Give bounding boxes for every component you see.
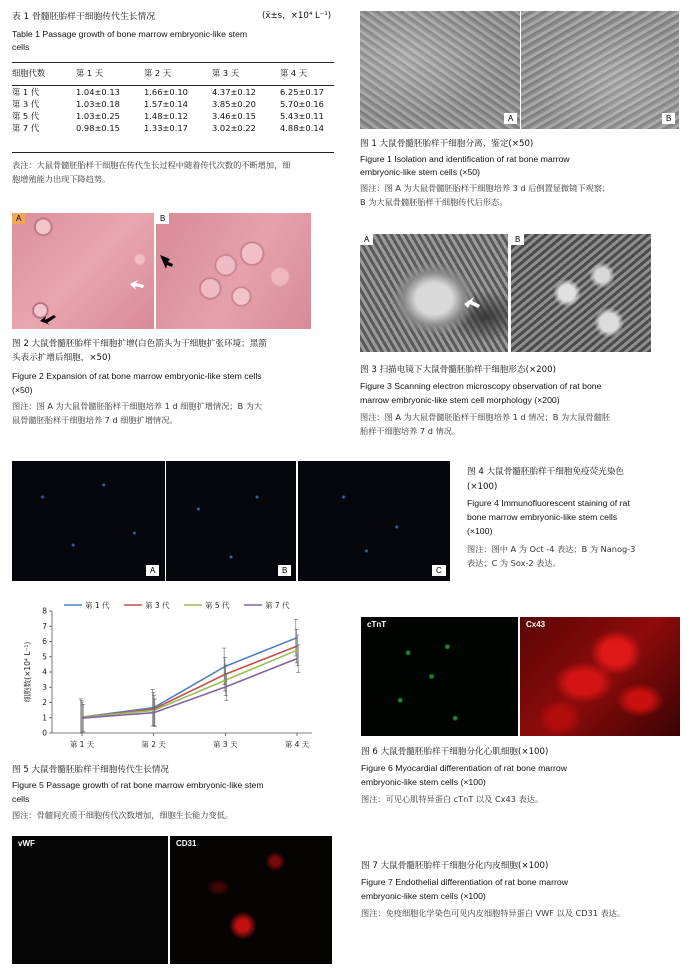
table-cell: 5.70±0.16 bbox=[280, 99, 324, 109]
fig5-caption-en-2: cells bbox=[12, 794, 30, 804]
y-tick-label: 7 bbox=[42, 621, 47, 631]
y-tick-label: 2 bbox=[42, 698, 47, 707]
table-cell: 1.04±0.13 bbox=[76, 87, 120, 97]
black-arrow-icon bbox=[40, 315, 56, 325]
x-tick-label: 第 2 天 bbox=[141, 740, 166, 749]
fig4-label-a: A bbox=[146, 565, 159, 576]
fig4-caption-cn-2: (×100) bbox=[467, 482, 498, 492]
fig7-caption-cn: 图 7 大鼠骨髓胚胎样干细胞分化内皮细胞(×100) bbox=[361, 861, 549, 871]
table-cell: 4.88±0.14 bbox=[280, 123, 324, 133]
y-tick-label: 0 bbox=[42, 728, 47, 738]
fig2-label-a: A bbox=[12, 213, 25, 224]
fig2-b-arrows bbox=[156, 213, 311, 329]
series-line bbox=[82, 650, 297, 717]
fig3-panel-b-sem bbox=[511, 234, 651, 352]
table-bottom-rule bbox=[12, 152, 334, 153]
table-cell: 1.66±0.10 bbox=[144, 87, 188, 97]
table1-note: 表注：大鼠骨髓胚胎样干细胞在传代生长过程中随着传代次数的不断增加，细 bbox=[12, 160, 291, 170]
fig3-note-2: 胎样干细胞培养 7 d 情况。 bbox=[360, 426, 461, 436]
table-cell: 0.98±0.15 bbox=[76, 123, 120, 133]
fig3-caption-cn: 图 3 扫描电镜下大鼠骨髓胚胎样干细胞形态(×200) bbox=[360, 365, 556, 375]
fig6-note: 图注：可见心肌特异蛋白 cTnT 以及 Cx43 表达。 bbox=[361, 794, 544, 804]
y-tick-label: 1 bbox=[42, 713, 47, 723]
table-header-row bbox=[12, 67, 334, 79]
y-tick-label: 6 bbox=[42, 637, 47, 646]
fig1-caption-en-2: embryonic-like stem cells (×50) bbox=[360, 167, 480, 177]
x-tick-label: 第 4 天 bbox=[284, 740, 310, 749]
fig7-note: 图注：免疫细胞化学染色可见内皮细胞特异蛋白 VWF 以及 CD31 表达。 bbox=[361, 908, 626, 918]
fig4-label-b: B bbox=[278, 565, 291, 576]
table-cell: 3.46±0.15 bbox=[212, 111, 256, 121]
fig6-label-cx43: Cx43 bbox=[526, 620, 546, 629]
fig7-caption-en-2: embryonic-like stem cells (×100) bbox=[361, 891, 486, 901]
fig6-caption-en: Figure 6 Myocardial differentiation of rat bone marrow bbox=[361, 763, 568, 773]
table-header-cell: 第 4 天 bbox=[280, 68, 308, 78]
fig2-caption-cn-2: 头表示扩增后细胞，×50) bbox=[12, 353, 111, 363]
fig3-label-b: B bbox=[511, 234, 524, 245]
y-tick-label: 5 bbox=[42, 652, 47, 662]
fig5-line-chart bbox=[12, 597, 334, 760]
fig3-note: 图注：图 A 为大鼠骨髓胚胎样干细胞培养 1 d 情况；B 为大鼠骨髓胚 bbox=[360, 412, 611, 422]
table-cell: 第 7 代 bbox=[12, 123, 40, 133]
table-cell: 1.57±0.14 bbox=[144, 99, 188, 109]
fig6-label-ctnt: cTnT bbox=[367, 620, 387, 629]
table-header-cell: 第 2 天 bbox=[144, 68, 172, 78]
fig4-caption-en: Figure 4 Immunofluorescent staining of rat bbox=[467, 498, 630, 508]
fig7-panel-cd31 bbox=[170, 836, 332, 964]
legend-label: 第 3 代 bbox=[145, 600, 170, 610]
fig2-label-b: B bbox=[156, 213, 169, 224]
fig5-caption-cn: 图 5 大鼠骨髓胚胎样干细胞传代生长情况 bbox=[12, 765, 170, 775]
white-arrow-icon bbox=[130, 280, 144, 290]
y-tick-label: 8 bbox=[42, 606, 47, 616]
table-header-cell: 第 1 天 bbox=[76, 68, 104, 78]
fig3-caption-en-2: marrow embryonic-like stem cell morphology (×200) bbox=[360, 395, 560, 405]
fig6-caption-cn: 图 6 大鼠骨髓胚胎样干细胞分化心肌细胞(×100) bbox=[361, 747, 549, 757]
table-row bbox=[12, 98, 334, 110]
fig4-caption-en-2: bone marrow embryonic-like stem cells bbox=[467, 512, 618, 522]
x-tick-label: 第 3 天 bbox=[213, 740, 238, 749]
fig4-label-c: C bbox=[432, 565, 446, 576]
fig1-caption-en: Figure 1 Isolation and identification of rat bone marrow bbox=[360, 154, 570, 164]
table1 bbox=[12, 67, 334, 134]
fig5-note: 图注：骨髓间充质干细胞传代次数增加，细胞生长能力变低。 bbox=[12, 810, 234, 820]
legend-label: 第 5 代 bbox=[205, 600, 230, 610]
fig1-panel-a-micrograph bbox=[360, 11, 520, 129]
fig6-panel-cx43 bbox=[520, 617, 680, 736]
table-cell: 3.02±0.22 bbox=[212, 123, 256, 133]
table-cell: 1.03±0.18 bbox=[76, 99, 120, 109]
table-cell: 6.25±0.17 bbox=[280, 87, 324, 97]
fig4-note-2: 表达；C 为 Sox-2 表达。 bbox=[467, 558, 561, 568]
table-cell: 第 1 代 bbox=[12, 87, 40, 97]
fig2-caption-en-2: (×50) bbox=[12, 385, 33, 395]
fig1-label-a: A bbox=[504, 113, 517, 124]
series-line bbox=[82, 646, 297, 717]
table-top-rule bbox=[12, 62, 334, 63]
table-cell: 第 3 代 bbox=[12, 99, 40, 109]
fig6-panel-ctnt bbox=[361, 617, 518, 736]
fig6-caption-en-2: embryonic-like stem cells (×100) bbox=[361, 777, 486, 787]
table-cell: 1.33±0.17 bbox=[144, 123, 188, 133]
y-tick-label: 4 bbox=[42, 667, 47, 677]
fig4-note: 图注：图中 A 为 Oct -4 表达；B 为 Nanog-3 bbox=[467, 544, 636, 554]
fig2-caption-cn: 图 2 大鼠骨髓胚胎样干细胞扩增(白色箭头为干细胞扩张环境；黑箭 bbox=[12, 339, 267, 349]
table1-title-en: Table 1 Passage growth of bone marrow embryonic-like stem bbox=[12, 29, 248, 39]
black-arrow-icon bbox=[160, 255, 173, 269]
fig1-note: 图注：图 A 为大鼠骨髓胚胎样干细胞培养 3 d 后倒置显微镜下观察； bbox=[360, 183, 611, 193]
y-tick-label: 3 bbox=[42, 682, 47, 692]
fig5-caption-en: Figure 5 Passage growth of rat bone marrow embryonic-like stem bbox=[12, 780, 264, 790]
fig1-label-b: B bbox=[662, 113, 675, 124]
fig7-caption-en: Figure 7 Endothelial differentiation of rat bone marrow bbox=[361, 877, 569, 887]
table-row bbox=[12, 110, 334, 122]
fig2-note-2: 鼠骨髓胚胎样干细胞培养 7 d 细胞扩增情况。 bbox=[12, 415, 178, 425]
fig4-caption-en-3: (×100) bbox=[467, 526, 493, 536]
table-cell: 1.48±0.12 bbox=[144, 111, 188, 121]
fig2-panel-b-micrograph bbox=[156, 213, 311, 329]
fig2-note: 图注：图 A 为大鼠骨髓胚胎样干细胞培养 1 d 细胞扩增情况；B 为大 bbox=[12, 401, 263, 411]
x-tick-label: 第 1 天 bbox=[69, 740, 95, 749]
fig1-caption-cn: 图 1 大鼠骨髓胚胎样干细胞分离、鉴定(×50) bbox=[360, 139, 534, 149]
table-cell: 1.03±0.25 bbox=[76, 111, 120, 121]
legend-label: 第 7 代 bbox=[265, 600, 290, 610]
fig1-note-2: B 为大鼠骨髓胚胎样干细胞传代后形态。 bbox=[360, 197, 508, 207]
table-row bbox=[12, 122, 334, 134]
series-line bbox=[82, 638, 297, 717]
table1-title-en-2: cells bbox=[12, 42, 30, 52]
fig4-panel-c-fluorescence bbox=[298, 461, 450, 581]
y-axis-label: 细胞数(×10⁴ L⁻¹) bbox=[23, 641, 32, 703]
fig7-panel-vwf bbox=[12, 836, 168, 964]
fig2-panel-a-micrograph bbox=[12, 213, 154, 329]
fig7-label-vwf: vWF bbox=[18, 839, 35, 848]
fig2-caption-en: Figure 2 Expansion of rat bone marrow embryonic-like stem cells bbox=[12, 371, 262, 381]
fig4-caption-cn: 图 4 大鼠骨髓胚胎样干细胞免疫荧光染色 bbox=[467, 467, 625, 477]
table-cell: 第 5 代 bbox=[12, 111, 40, 121]
table1-title-unit: (x̄±s，×10⁴ L⁻¹) bbox=[262, 11, 332, 21]
legend-label: 第 1 代 bbox=[85, 600, 110, 610]
table-header-cell: 第 3 天 bbox=[212, 68, 240, 78]
table1-note-2: 胞增殖能力出现下降趋势。 bbox=[12, 174, 111, 184]
fig2-arrows bbox=[12, 213, 154, 329]
fig3-arrows bbox=[360, 234, 508, 352]
table-header-cell: 细胞代数 bbox=[12, 68, 46, 78]
fig4-panel-b-fluorescence bbox=[166, 461, 296, 581]
table-row bbox=[12, 86, 334, 98]
fig1-panel-b-micrograph bbox=[521, 11, 679, 129]
fig3-caption-en: Figure 3 Scanning electron microscopy observation of rat bone bbox=[360, 381, 602, 391]
fig3-label-a: A bbox=[360, 234, 373, 245]
fig4-panel-a-fluorescence bbox=[12, 461, 165, 581]
white-arrow-icon bbox=[464, 297, 480, 308]
table1-title-cn: 表 1 骨髓胚胎样干细胞传代生长情况 bbox=[12, 12, 156, 22]
table-cell: 5.43±0.11 bbox=[280, 111, 324, 121]
fig3-panel-a-sem bbox=[360, 234, 508, 352]
series-line bbox=[82, 659, 297, 718]
table-cell: 4.37±0.12 bbox=[212, 87, 256, 97]
table-cell: 3.85±0.20 bbox=[212, 99, 256, 109]
fig7-label-cd31: CD31 bbox=[176, 839, 197, 848]
